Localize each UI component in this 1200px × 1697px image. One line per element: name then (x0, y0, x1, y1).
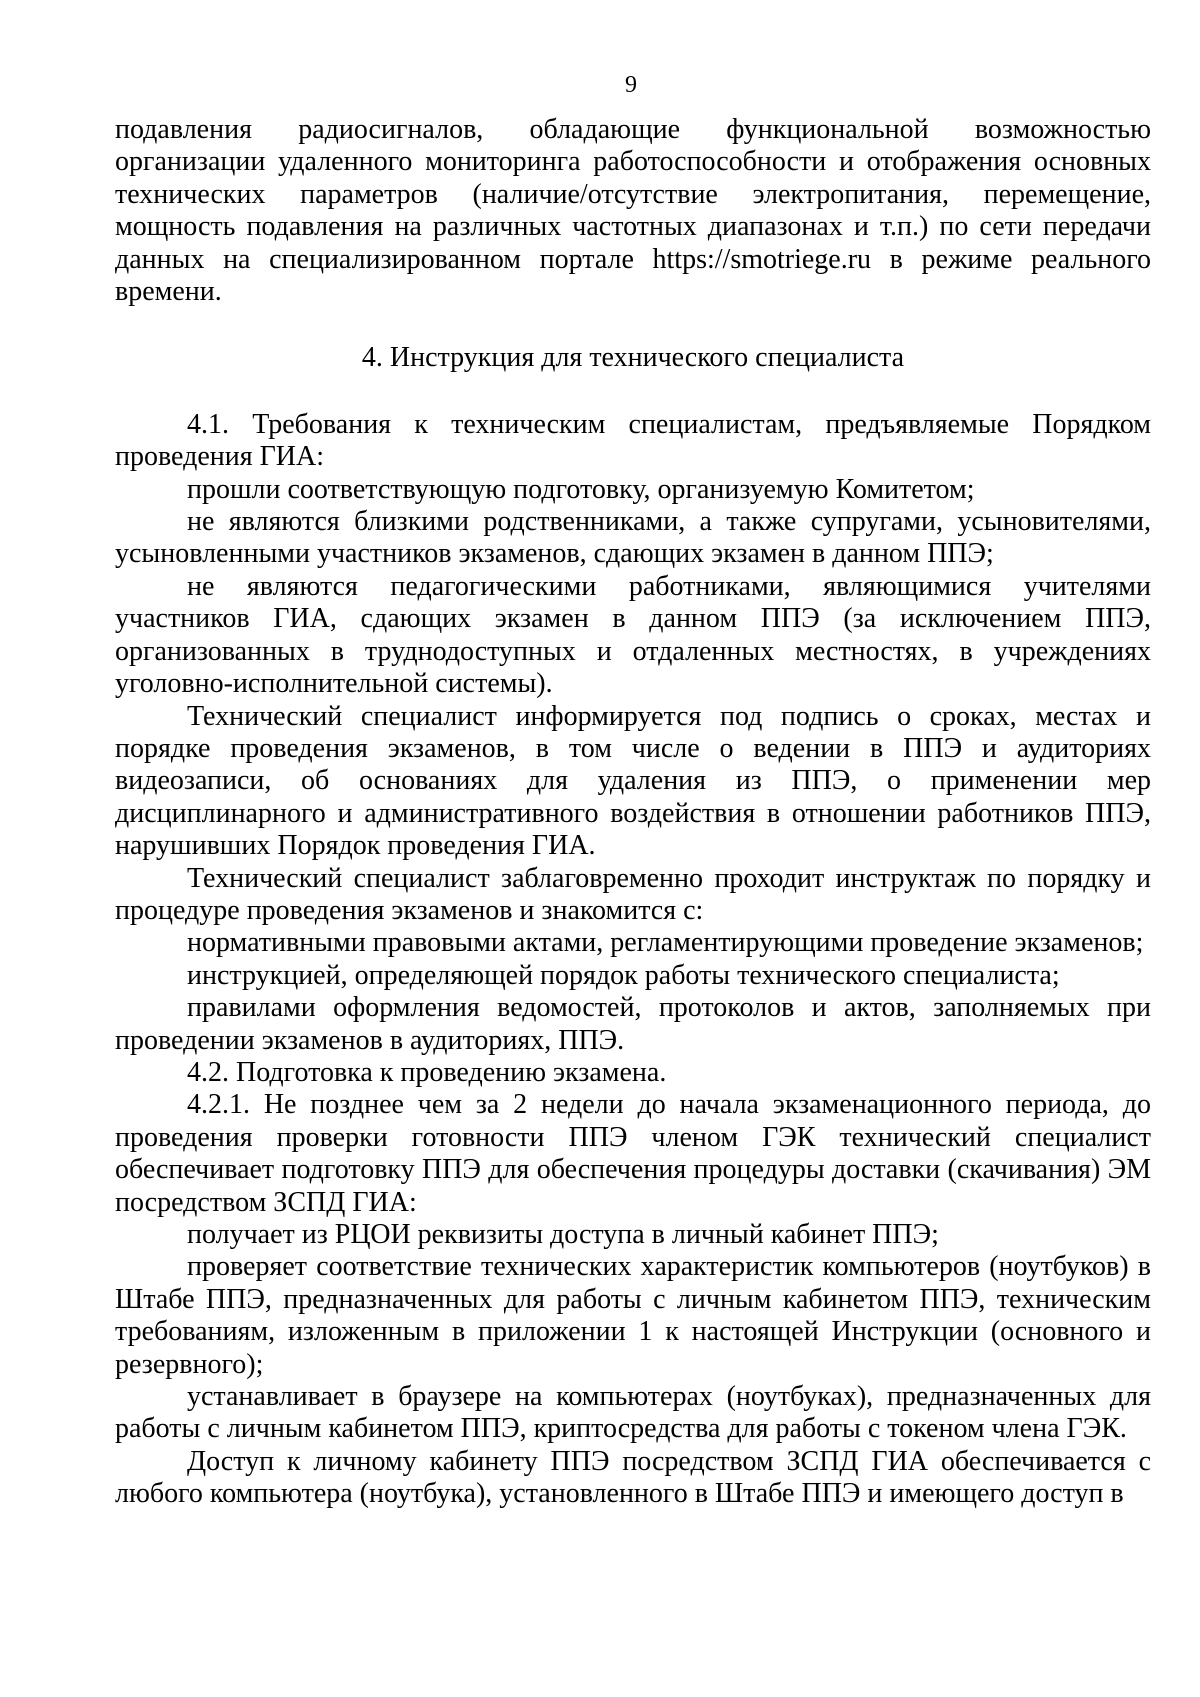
paragraph-item-rules: правилами оформления ведомостей, протоколов и актов, заполняемых при проведении экзаменов в аудиториях, ППЭ. (115, 992, 1151, 1056)
paragraph-requirements: 4.1. Требования к техническим специалистам, предъявляемые Порядком проведения ГИА: (115, 408, 1151, 473)
paragraph-item-relatives: не являются близкими родственниками, а также супругами, усыновителями, усыновленными участников экзаменов, сдающих экзамен в данном ППЭ; (115, 506, 1151, 570)
page-number: 9 (625, 72, 637, 98)
section-heading: 4. Инструкция для технического специалиста (361, 342, 905, 374)
paragraph-informed: Технический специалист информируется под подпись о сроках, местах и порядке проведения экзаменов, в том числе о ведении в ППЭ и аудиториях видеозаписи, об основаниях для удаления из ППЭ, о применении мер дисциплинарного и административного воздействия в отношении работников ППЭ, нарушивших Порядок проведения ГИА. (115, 700, 1151, 862)
paragraph-briefing: Технический специалист заблаговременно проходит инструктаж по порядку и процедуре проведения экзаменов и знакомится с: (115, 862, 1151, 926)
document-body (115, 114, 1151, 1511)
paragraph-item-teachers: не являются педагогическими работниками, являющимися учителями участников ГИА, сдающих экзамен в данном ППЭ (за исключением ППЭ, организованных в труднодоступных и отдаленных местностях, в учреждениях уголовно-исполнительной системы). (115, 570, 1151, 700)
intro-paragraph: подавления радиосигналов, обладающие функциональной возможностью организации удаленного мониторинга работоспособности и отображения основных технических параметров (наличие/отсутствие электропитания, перемещение, мощность подавления на различных частотных диапазонах и т.п.) по сети передачи данных на специализированном портале https://smotriege.ru в режиме реального времени. (115, 114, 1151, 308)
paragraph-item-normative-acts: нормативными правовыми актами, регламентирующими проведение экзаменов; (187, 927, 1144, 959)
paragraph-subsection-4-2-1: 4.2.1. Не позднее чем за 2 недели до начала экзаменационного периода, до проведения проверки готовности ППЭ членом ГЭК технический специалист обеспечивает подготовку ППЭ для обеспечения процедуры доставки (скачивания) ЭМ посредством ЗСПД ГИА: (115, 1089, 1151, 1218)
paragraph-item-instruction: инструкцией, определяющей порядок работы технического специалиста; (187, 959, 1060, 991)
paragraph-subsection-preparation: 4.2. Подготовка к проведению экзамена. (187, 1056, 667, 1088)
paragraph-item-training: прошли соответствующую подготовку, организуемую Комитетом; (187, 473, 975, 505)
paragraph-access: Доступ к личному кабинету ППЭ посредством ЗСПД ГИА обеспечивается с любого компьютера (ноутбука), установленного в Штабе ППЭ и имеющего доступ в (115, 1445, 1151, 1510)
paragraph-item-check-computers: проверяет соответствие технических характеристик компьютеров (ноутбуков) в Штабе ППЭ, предназначенных для работы с личным кабинетом ППЭ, техническим требованиям, изложенным в приложении 1 к настоящей Инструкции (основного и резервного); (115, 1251, 1151, 1380)
paragraph-item-credentials: получает из РЦОИ реквизиты доступа в личный кабинет ППЭ; (187, 1219, 939, 1250)
paragraph-item-install-crypto: устанавливает в браузере на компьютерах (ноутбуках), предназначенных для работы с личным кабинетом ППЭ, криптосредства для работы с токеном члена ГЭК. (115, 1381, 1151, 1445)
